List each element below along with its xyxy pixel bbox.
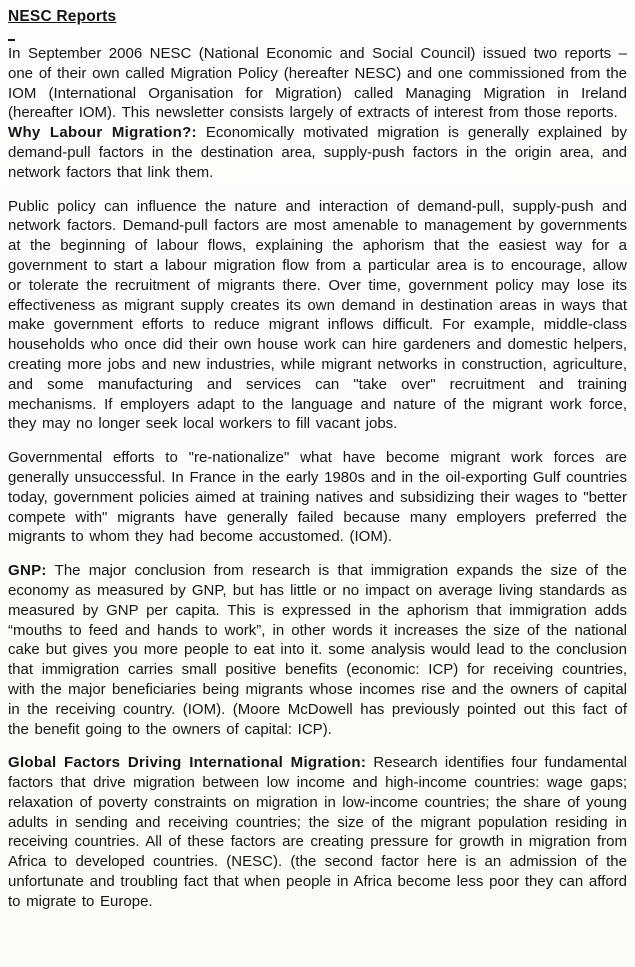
paragraph (8, 448, 627, 547)
paragraph-lead: Why Labour Migration?: (8, 124, 197, 142)
paragraph (8, 44, 627, 123)
paragraph (8, 123, 627, 182)
paragraph-text: In September 2006 NESC (National Economic and Social Council) issued two reports – one of their own called Migration Policy (hereafter NESC) and one commissioned from the IOM (International Organisation for Migration) called Managing Migration in Ireland (hereafter IOM). This newsletter consists largely of extracts of interest from those reports. (8, 45, 627, 122)
paragraph (8, 753, 627, 911)
paragraph-text: Governmental efforts to "re-nationalize" what have become migrant work forces are generally unsuccessful. In France in the early 1980s and in the oil-exporting Gulf countries today, government policies aimed at training natives and subsidizing their wages to "better compete with" migrants have generally failed because many employers preferred the migrants to whom they had become accustomed. (IOM). (8, 449, 627, 546)
paragraph-text: Research identifies four fundamental factors that drive migration between low income and high-income countries: wage gaps; relaxation of poverty constraints on migration in low-income countries; the share of young adults in sending and receiving countries; the size of the migrant population residing in receiving countries. All of these factors are creating pressure for growth in migration from Africa to developed countries. (NESC). (the second factor here is an admission of the unfortunate and troubling fact that when people in Africa become less poor they can afford to migrate to Europe. (8, 754, 627, 910)
paragraph-text: Economically motivated migration is generally explained by demand-pull factors in the destination area, supply-push factors in the origin area, and network factors that link them. (8, 124, 628, 181)
paragraph-text: The major conclusion from research is that immigration expands the size of the economy as measured by GNP, but has little or no impact on average living standards as measured by GNP per capita. This is expressed in the aphorism that immigration adds “mouths to feed and hands to work”, in other words it increases the size of the national cake but gives you more people to eat into it. some analysis would lead to the conclusion that immigration carries small positive benefits (economic: ICP) for receiving countries, with the major beneficiaries being migrants whose incomes rise and the owners of capital in the receiving country. (IOM). (Moore McDowell has previously pointed out this fact of the benefit going to the owners of capital: ICP). (8, 562, 627, 738)
paragraph-lead: GNP: (8, 562, 47, 580)
paragraph-lead: Global Factors Driving International Migration: (8, 754, 367, 772)
document-body (8, 44, 627, 912)
page-title: NESC Reports (8, 8, 117, 25)
stray-underscore-mark (8, 39, 15, 41)
paragraph (8, 561, 627, 739)
paragraph-text: Public policy can influence the nature and interaction of demand-pull, supply-push and network factors. Demand-pull factors are most amenable to management by governments at the beginning of labour flows, explaining the aphorism that the easiest way for a government to start a labour migration flow from a particular area is to encourage, allow or tolerate the recruitment of migrants there. Over time, government policy may lose its effectiveness as migrant supply creates its own demand in destination areas in ways that make government efforts to reduce migrant inflows difficult. For example, middle-class households who once did their own house work can hire gardeners and domestic helpers, creating more jobs and new industries, while migrant networks in construction, agriculture, and some manufacturing and services can "take over" recruitment and training mechanisms. If employers adapt to the language and nature of the migrant work force, they may no longer seek local workers to fill vacant jobs. (8, 197, 627, 433)
paragraph (8, 197, 627, 435)
